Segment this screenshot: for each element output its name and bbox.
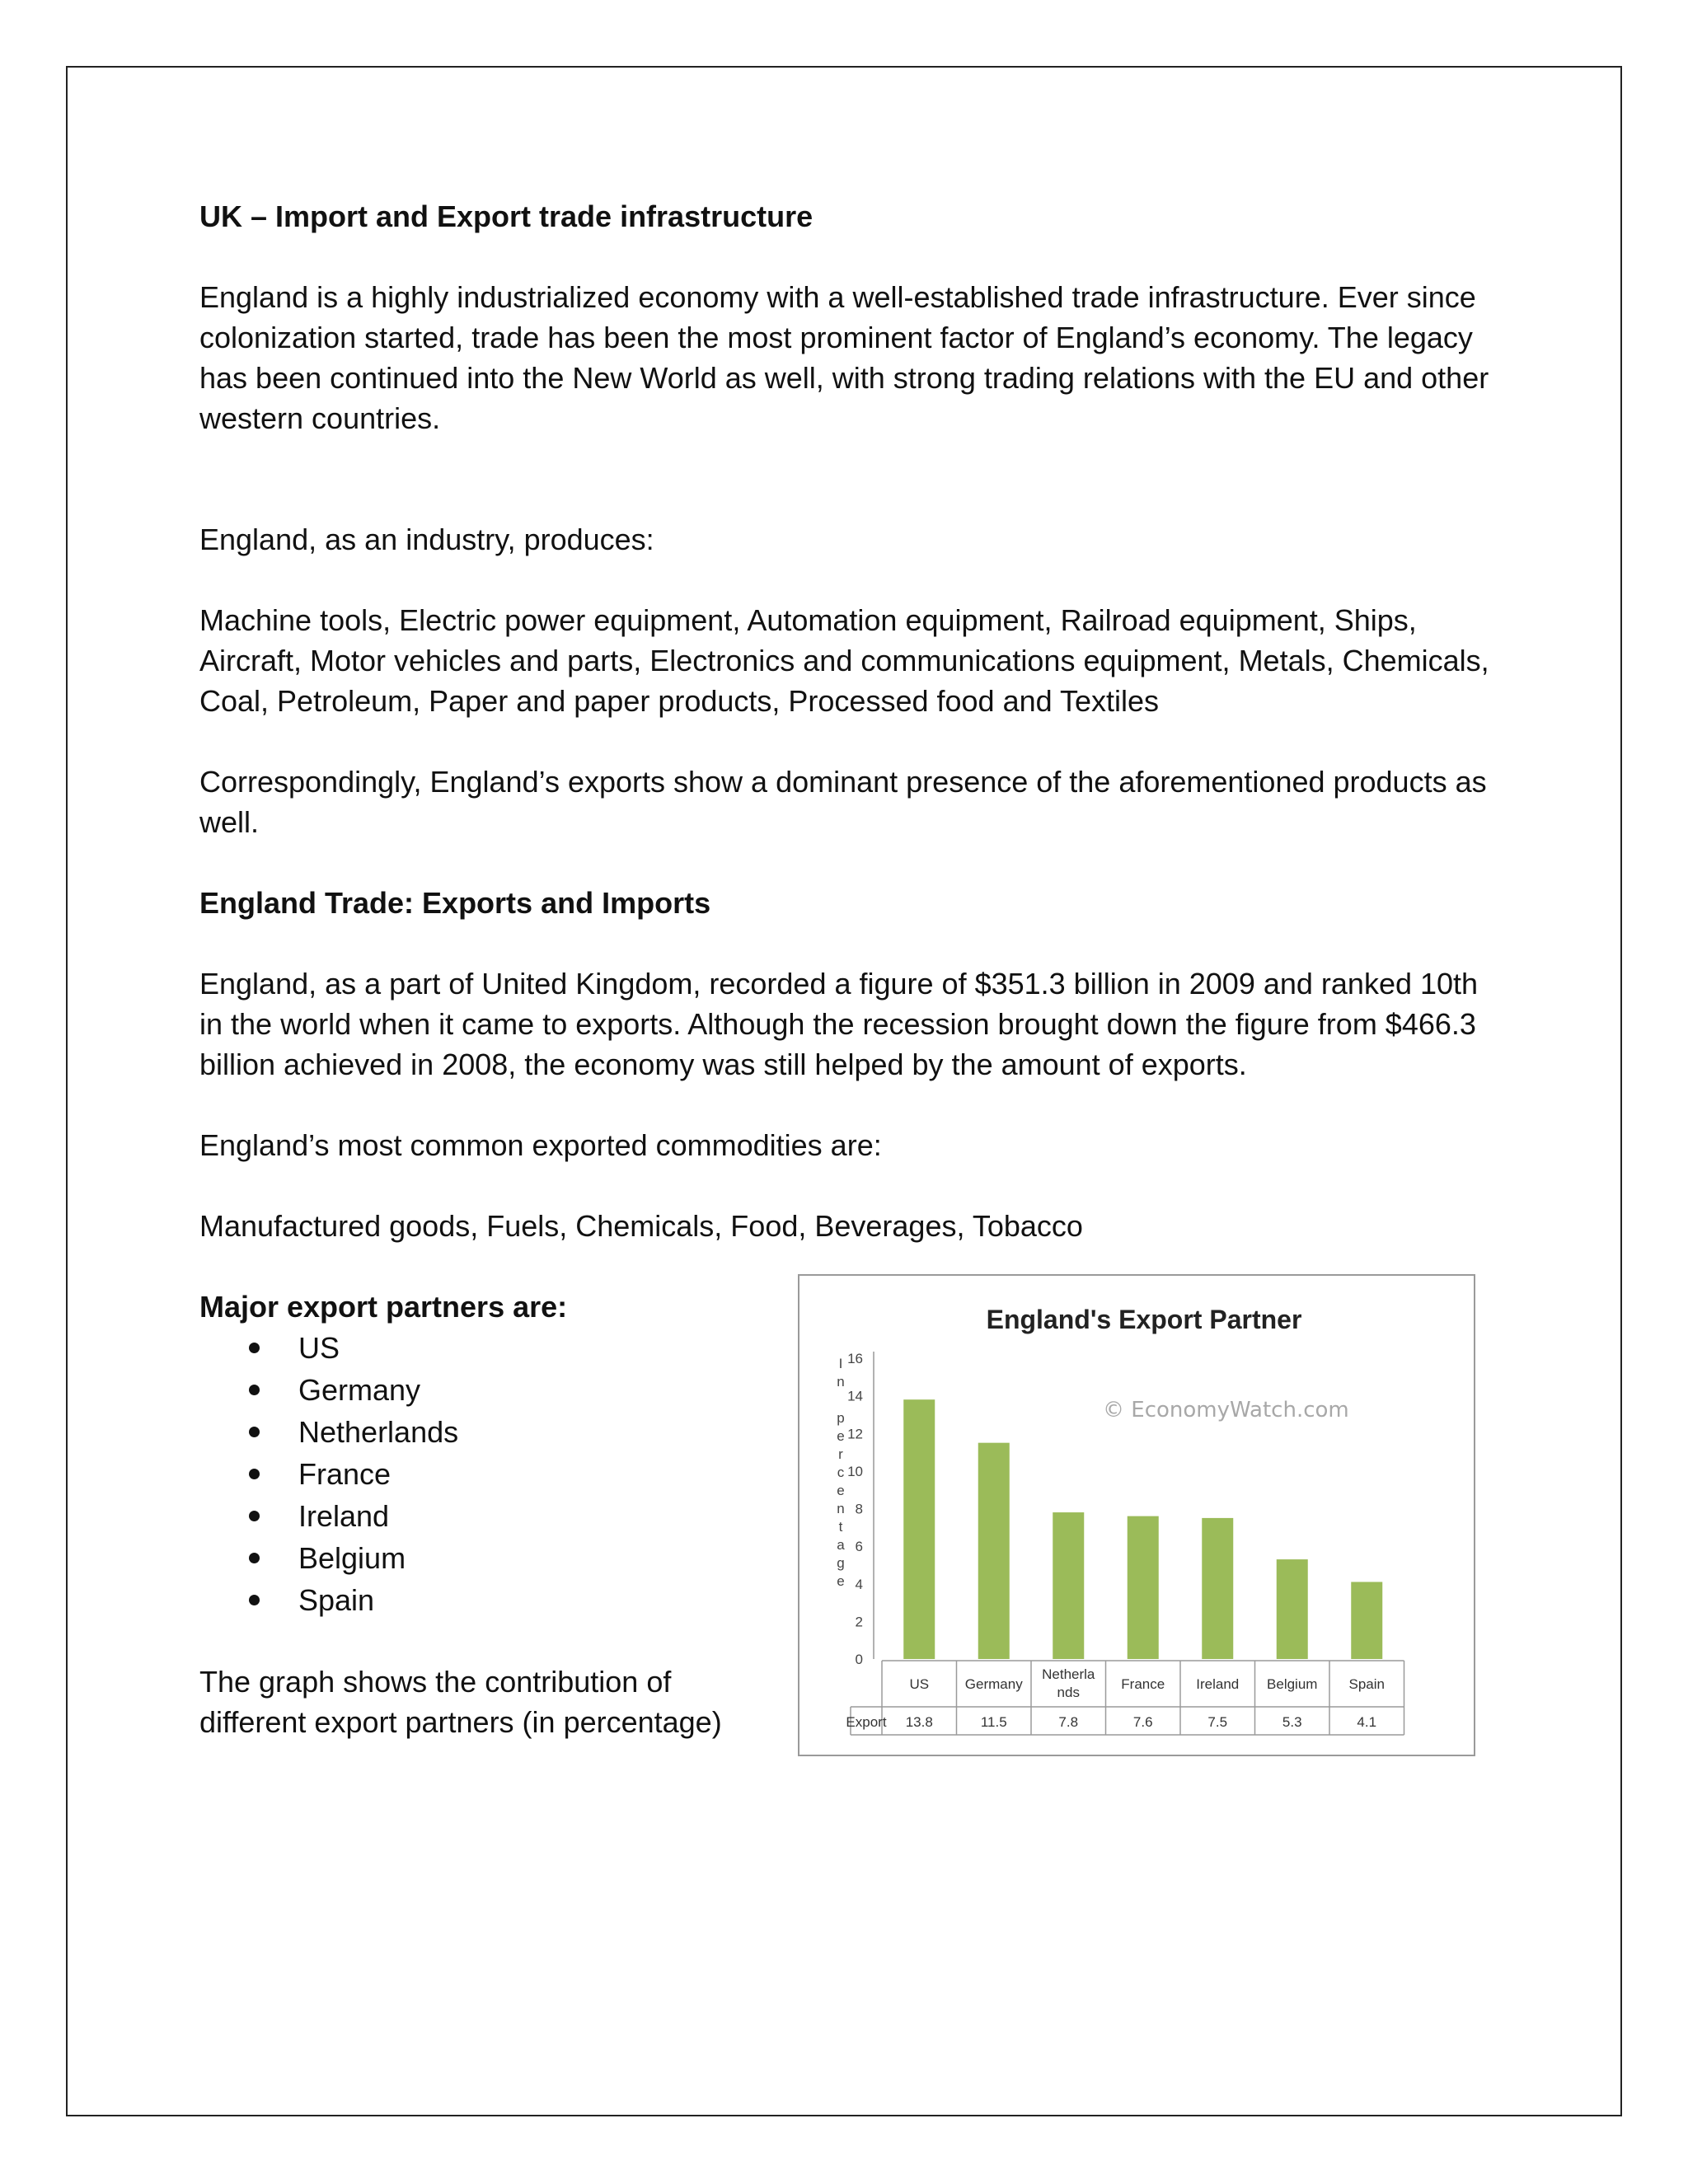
y-tick-label: 14: [847, 1388, 863, 1404]
bullet-icon: [249, 1427, 260, 1437]
data-label: 7.6: [1132, 1714, 1153, 1730]
bar-us: [903, 1399, 935, 1659]
y-tick-label: 4: [855, 1576, 863, 1592]
y-axis-label-letter: c: [837, 1465, 845, 1480]
graph-note: The graph shows the contribution of different export partners (in percentage): [199, 1665, 722, 1739]
data-label: 5.3: [1282, 1714, 1302, 1730]
series-label: Export: [846, 1714, 887, 1730]
commodities-lead: England’s most common exported commodities are:: [199, 1128, 882, 1162]
x-tick-label: nds: [1057, 1685, 1080, 1700]
bullet-icon: [249, 1469, 260, 1479]
intro-paragraph: England is a highly industrialized economy with a well-established trade infrastructure. Ever since colonization started, trade has been the most prominent factor of England’s economy. The legacy has been continued into the New World as well, with strong trading relations with the EU and other western countries.: [199, 280, 1489, 435]
y-axis-ticks: [847, 1351, 874, 1667]
x-tick-label: Germany: [964, 1676, 1023, 1692]
bullet-icon: [249, 1553, 260, 1563]
y-tick-label: 6: [855, 1539, 863, 1555]
doc-title: UK – Import and Export trade infrastructure: [199, 199, 814, 233]
list-item: France: [199, 1453, 776, 1495]
y-axis-label-letter: r: [838, 1446, 843, 1462]
bar-belgium: [1277, 1559, 1308, 1659]
produces-list: Machine tools, Electric power equipment, Automation equipment, Railroad equipment, Ships, Aircraft, Motor vehicles and parts, Electronics and communications equipment, Metals, Chemicals, Coal, Petroleum, Paper and paper products, Processed food and Textiles: [199, 603, 1489, 718]
bar-spain: [1351, 1582, 1382, 1659]
y-axis-label-letter: e: [837, 1573, 845, 1589]
chart-watermark: © EconomyWatch.com: [1103, 1398, 1349, 1422]
y-tick-label: 16: [847, 1351, 863, 1366]
list-item: Netherlands: [199, 1411, 776, 1453]
x-tick-label: Netherla: [1042, 1666, 1095, 1682]
produces-lead: England, as an industry, produces:: [199, 523, 654, 556]
list-item: US: [199, 1327, 776, 1369]
chart-svg: [799, 1276, 1474, 1755]
bullet-icon: [249, 1385, 260, 1395]
x-tick-label: US: [909, 1676, 930, 1692]
y-axis-label-letter: p: [837, 1410, 845, 1426]
partners-section: [199, 1286, 1502, 1797]
bar-netherlands: [1053, 1512, 1084, 1659]
chart-title: England's Export Partner: [986, 1305, 1302, 1334]
y-tick-label: 8: [855, 1501, 863, 1517]
y-axis-label-letter: g: [837, 1555, 845, 1571]
bar-ireland: [1202, 1518, 1233, 1659]
y-axis-label-letter: I: [838, 1356, 843, 1371]
x-tick-label: Ireland: [1196, 1676, 1240, 1692]
trade-heading: England Trade: Exports and Imports: [199, 886, 711, 920]
document-body: [199, 196, 1502, 1797]
y-tick-label: 0: [855, 1652, 863, 1667]
bar-germany: [978, 1443, 1010, 1659]
data-label: 4.1: [1357, 1714, 1377, 1730]
list-item: Germany: [199, 1369, 776, 1411]
bar-france: [1128, 1516, 1159, 1659]
bullet-icon: [249, 1343, 260, 1353]
exports-note: Correspondingly, England’s exports show a dominant presence of the aforementioned products as well.: [199, 765, 1487, 839]
y-tick-label: 2: [855, 1614, 863, 1630]
y-axis-label-letter: a: [837, 1537, 845, 1553]
data-label: 13.8: [905, 1714, 933, 1730]
x-tick-label: Belgium: [1267, 1676, 1318, 1692]
data-label: 11.5: [980, 1714, 1007, 1730]
y-axis-label-letter: e: [837, 1483, 845, 1498]
list-item: Spain: [199, 1579, 776, 1621]
bullet-icon: [249, 1595, 260, 1605]
commodities-list: Manufactured goods, Fuels, Chemicals, Food, Beverages, Tobacco: [199, 1209, 1083, 1243]
x-tick-label: Spain: [1348, 1676, 1385, 1692]
data-label: 7.8: [1058, 1714, 1079, 1730]
chart-data-table: [846, 1661, 1404, 1735]
y-axis-label-letter: t: [838, 1519, 843, 1535]
trade-paragraph: England, as a part of United Kingdom, recorded a figure of $351.3 billion in 2009 and ranked 10th in the world when it came to exports. Although the recession brought down the figure from $466.3 billion achieved in 2008, the economy was still helped by the amount of exports.: [199, 967, 1479, 1081]
y-axis-label-letter: n: [837, 1374, 845, 1390]
bullet-icon: [249, 1511, 260, 1521]
partners-heading: Major export partners are:: [199, 1290, 568, 1324]
y-axis-label-letter: n: [837, 1501, 845, 1516]
partners-column: [199, 1286, 776, 1742]
y-axis-label-letter: e: [837, 1428, 845, 1444]
y-axis-label: [837, 1356, 845, 1589]
y-tick-label: 10: [847, 1463, 863, 1479]
chart-bars: [903, 1399, 1382, 1659]
x-tick-label: France: [1121, 1676, 1165, 1692]
export-partner-chart: [798, 1274, 1475, 1756]
data-label: 7.5: [1207, 1714, 1228, 1730]
partners-list: [199, 1327, 776, 1621]
list-item: Belgium: [199, 1537, 776, 1579]
y-tick-label: 12: [847, 1426, 863, 1442]
list-item: Ireland: [199, 1495, 776, 1537]
